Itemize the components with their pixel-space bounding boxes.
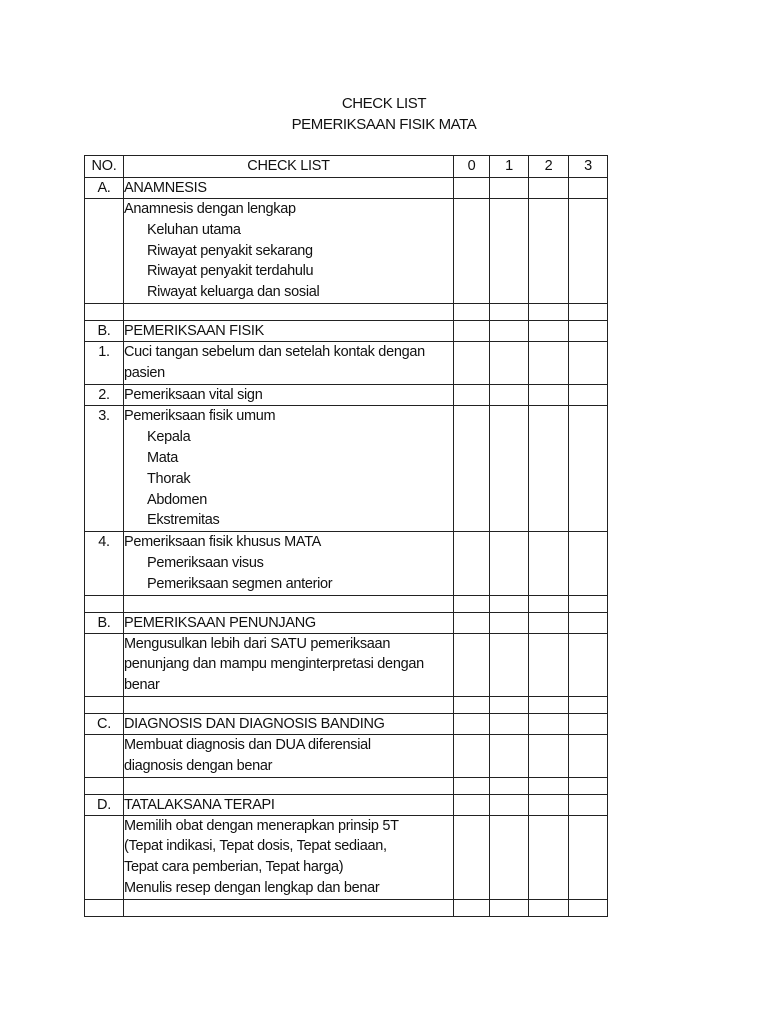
spacer-cell (490, 899, 529, 916)
table-row (85, 633, 608, 696)
spacer-cell (569, 595, 608, 612)
item-1-2-score-3-cell[interactable] (569, 406, 608, 532)
item-number (85, 734, 124, 777)
item-1-1-score-2-cell[interactable] (529, 384, 569, 406)
item-2-0-score-2-cell[interactable] (529, 633, 569, 696)
section-number: B. (85, 320, 124, 341)
item-0-0-score-2-cell[interactable] (529, 199, 569, 304)
section-row (85, 794, 608, 815)
table-row (85, 199, 608, 304)
section-title-cell (124, 320, 454, 341)
section-number: A. (85, 178, 124, 199)
spacer-cell (569, 899, 608, 916)
item-3-0-score-0-cell[interactable] (454, 734, 490, 777)
section-title: DIAGNOSIS DAN DIAGNOSIS BANDING (124, 715, 385, 732)
header-score-2: 2 (529, 156, 569, 178)
item-1-1-score-0-cell[interactable] (454, 384, 490, 406)
item-text: Cuci tangan sebelum dan setelah kontak dengan (124, 343, 425, 360)
item-number (85, 633, 124, 696)
spacer-row (85, 303, 608, 320)
section-3-score-0-cell[interactable] (454, 713, 490, 734)
spacer-cell (454, 595, 490, 612)
section-title: ANAMNESIS (124, 180, 207, 196)
item-0-0-score-3-cell[interactable] (569, 199, 608, 304)
spacer-cell (124, 595, 454, 612)
item-1-1-score-3-cell[interactable] (569, 384, 608, 406)
spacer-cell (124, 899, 454, 916)
item-text: Memilih obat dengan menerapkan prinsip 5T (124, 817, 399, 834)
item-text: Pemeriksaan fisik umum (124, 408, 276, 425)
item-1-2-score-1-cell[interactable] (490, 406, 529, 532)
spacer-cell (490, 303, 529, 320)
spacer-cell (124, 777, 454, 794)
section-4-score-0-cell[interactable] (454, 794, 490, 815)
section-2-score-1-cell[interactable] (490, 612, 529, 633)
page-title: CHECK LIST (341, 95, 427, 112)
item-4-0-score-0-cell[interactable] (454, 815, 490, 899)
table-row (85, 384, 608, 406)
section-number: C. (85, 713, 124, 734)
item-description (124, 199, 454, 304)
table-row (85, 532, 608, 595)
item-description (124, 384, 454, 406)
item-text: penunjang dan mampu menginterpretasi dengan (124, 656, 424, 673)
spacer-cell (85, 899, 124, 916)
section-2-score-3-cell[interactable] (569, 612, 608, 633)
section-3-score-1-cell[interactable] (490, 713, 529, 734)
item-text: diagnosis dengan benar (124, 757, 273, 774)
table-row (85, 406, 608, 532)
section-1-score-1-cell[interactable] (490, 320, 529, 341)
item-description (124, 532, 454, 595)
item-3-0-score-2-cell[interactable] (529, 734, 569, 777)
item-2-0-score-3-cell[interactable] (569, 633, 608, 696)
item-3-0-score-3-cell[interactable] (569, 734, 608, 777)
item-4-0-score-2-cell[interactable] (529, 815, 569, 899)
section-4-score-3-cell[interactable] (569, 794, 608, 815)
spacer-cell (124, 303, 454, 320)
item-4-0-score-1-cell[interactable] (490, 815, 529, 899)
table-row (85, 341, 608, 384)
item-number: 2. (85, 384, 124, 406)
header-checklist: CHECK LIST (124, 156, 454, 178)
item-3-0-score-1-cell[interactable] (490, 734, 529, 777)
item-description (124, 734, 454, 777)
page-subtitle: PEMERIKSAAN FISIK MATA (291, 116, 477, 133)
section-2-score-0-cell[interactable] (454, 612, 490, 633)
spacer-row (85, 696, 608, 713)
table-row (85, 815, 608, 899)
spacer-row (85, 899, 608, 916)
item-0-0-score-0-cell[interactable] (454, 199, 490, 304)
item-2-0-score-0-cell[interactable] (454, 633, 490, 696)
spacer-cell (85, 303, 124, 320)
spacer-cell (454, 303, 490, 320)
item-text: Membuat diagnosis dan DUA diferensial (124, 736, 371, 753)
spacer-cell (529, 696, 569, 713)
item-number (85, 815, 124, 899)
section-title-cell (124, 178, 454, 199)
header-score-0: 0 (454, 156, 490, 178)
item-text: (Tepat indikasi, Tepat dosis, Tepat sediaan, (124, 838, 387, 855)
item-number: 4. (85, 532, 124, 595)
spacer-cell (454, 899, 490, 916)
spacer-cell (124, 696, 454, 713)
section-3-score-2-cell[interactable] (529, 713, 569, 734)
section-0-score-2-cell[interactable] (529, 178, 569, 199)
table-body (85, 178, 608, 917)
item-description (124, 815, 454, 899)
item-number: 1. (85, 341, 124, 384)
sub-item-text: Pemeriksaan segmen anterior (147, 575, 333, 592)
item-1-0-score-2-cell[interactable] (529, 341, 569, 384)
item-description (124, 633, 454, 696)
item-1-0-score-1-cell[interactable] (490, 341, 529, 384)
item-text: Mengusulkan lebih dari SATU pemeriksaan (124, 635, 391, 652)
spacer-cell (490, 696, 529, 713)
section-title-cell (124, 612, 454, 633)
spacer-cell (85, 595, 124, 612)
spacer-cell (529, 899, 569, 916)
item-2-0-score-1-cell[interactable] (490, 633, 529, 696)
item-0-0-score-1-cell[interactable] (490, 199, 529, 304)
section-2-score-2-cell[interactable] (529, 612, 569, 633)
table-row (85, 734, 608, 777)
item-4-0-score-3-cell[interactable] (569, 815, 608, 899)
header-score-3: 3 (569, 156, 608, 178)
section-0-score-1-cell[interactable] (490, 178, 529, 199)
header-score-1: 1 (490, 156, 529, 178)
section-title-cell (124, 713, 454, 734)
item-number (85, 199, 124, 304)
spacer-row (85, 777, 608, 794)
item-1-3-score-2-cell[interactable] (529, 532, 569, 595)
sub-item-text: Riwayat penyakit terdahulu (147, 263, 314, 280)
checklist-table (84, 155, 608, 917)
header-row (85, 156, 608, 178)
sub-item-text: Kepala (147, 429, 191, 446)
section-title: PEMERIKSAAN FISIK (124, 322, 264, 339)
item-1-3-score-0-cell[interactable] (454, 532, 490, 595)
item-1-0-score-0-cell[interactable] (454, 341, 490, 384)
section-1-score-3-cell[interactable] (569, 320, 608, 341)
section-0-score-3-cell[interactable] (569, 178, 608, 199)
item-text: Pemeriksaan fisik khusus MATA (124, 534, 322, 551)
spacer-cell (454, 777, 490, 794)
item-1-2-score-2-cell[interactable] (529, 406, 569, 532)
spacer-cell (85, 696, 124, 713)
sub-item-text: Mata (147, 449, 179, 466)
item-text: Menulis resep dengan lengkap dan benar (124, 879, 380, 896)
sub-item-text: Riwayat keluarga dan sosial (147, 284, 320, 301)
sub-item-text: Keluhan utama (147, 221, 241, 238)
spacer-cell (529, 303, 569, 320)
spacer-cell (490, 777, 529, 794)
section-4-score-2-cell[interactable] (529, 794, 569, 815)
section-title: TATALAKSANA TERAPI (124, 796, 275, 813)
item-1-0-score-3-cell[interactable] (569, 341, 608, 384)
section-row (85, 320, 608, 341)
item-text: pasien (124, 364, 165, 381)
item-number: 3. (85, 406, 124, 532)
section-4-score-1-cell[interactable] (490, 794, 529, 815)
section-number: B. (85, 612, 124, 633)
item-text: Anamnesis dengan lengkap (124, 201, 296, 217)
item-description (124, 406, 454, 532)
section-3-score-3-cell[interactable] (569, 713, 608, 734)
section-row (85, 178, 608, 199)
section-title: PEMERIKSAAN PENUNJANG (124, 614, 316, 631)
spacer-cell (569, 777, 608, 794)
spacer-cell (454, 696, 490, 713)
sub-item-text: Riwayat penyakit sekarang (147, 242, 313, 259)
spacer-cell (490, 595, 529, 612)
header-no: NO. (85, 156, 124, 178)
item-1-3-score-1-cell[interactable] (490, 532, 529, 595)
item-text: benar (124, 677, 160, 694)
section-1-score-0-cell[interactable] (454, 320, 490, 341)
item-description (124, 341, 454, 384)
item-1-1-score-1-cell[interactable] (490, 384, 529, 406)
section-number: D. (85, 794, 124, 815)
item-text: Tepat cara pemberian, Tepat harga) (124, 859, 344, 876)
spacer-row (85, 595, 608, 612)
spacer-cell (569, 696, 608, 713)
section-row (85, 612, 608, 633)
spacer-cell (529, 777, 569, 794)
item-1-2-score-0-cell[interactable] (454, 406, 490, 532)
section-row (85, 713, 608, 734)
sub-item-text: Ekstremitas (147, 512, 220, 529)
item-1-3-score-3-cell[interactable] (569, 532, 608, 595)
sub-item-text: Pemeriksaan visus (147, 554, 264, 571)
section-title-cell (124, 794, 454, 815)
sub-item-text: Thorak (147, 470, 191, 487)
item-text: Pemeriksaan vital sign (124, 386, 263, 403)
spacer-cell (85, 777, 124, 794)
sub-item-text: Abdomen (147, 491, 207, 508)
spacer-cell (569, 303, 608, 320)
section-0-score-0-cell[interactable] (454, 178, 490, 199)
spacer-cell (529, 595, 569, 612)
section-1-score-2-cell[interactable] (529, 320, 569, 341)
